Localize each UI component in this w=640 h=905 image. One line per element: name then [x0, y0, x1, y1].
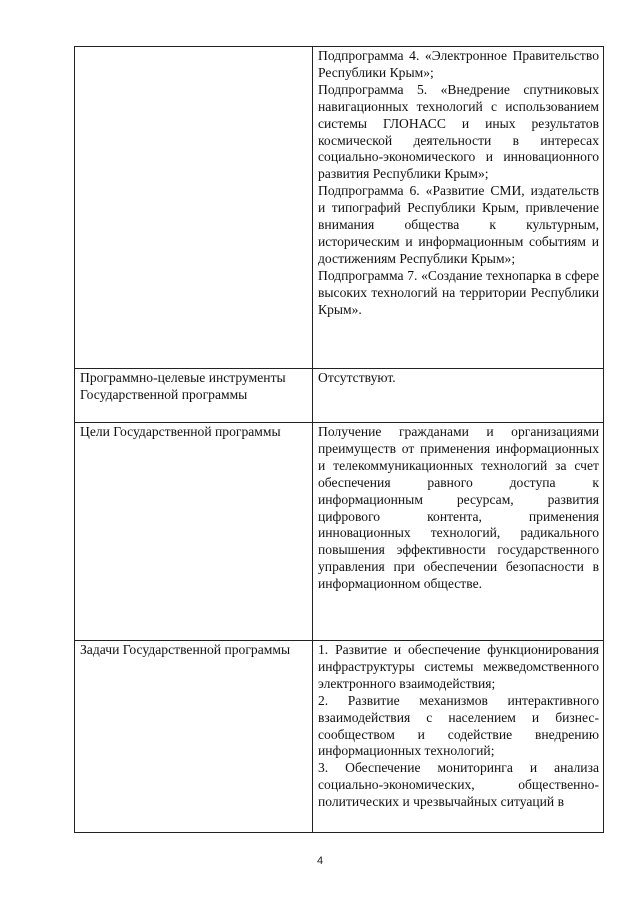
row-content [313, 423, 604, 641]
task-1-text: 1. Развитие и обеспечение функционирования инфраструктуры системы межведомственного электронного взаимодействия; [318, 642, 599, 691]
row-content [313, 641, 604, 833]
row-label: Задачи Государственной программы [75, 641, 313, 833]
table-row [75, 47, 604, 369]
task-2-text: 2. Развитие механизмов интерактивного взаимодействия с населением и бизнес-сообществом и содействие внедрению информационных технологий; [318, 692, 599, 759]
row-label: Программно-целевые инструменты Государственной программы [75, 369, 313, 423]
row-label [75, 47, 313, 369]
subprogram-4-text: Подпрограмма 4. «Электронное Правительство Республики Крым»; [318, 48, 599, 80]
task-3-text: 3. Обеспечение мониторинга и анализа социально-экономических, общественно-политических и чрезвычайных ситуаций в [318, 760, 599, 810]
row-content [313, 369, 604, 423]
table-row [75, 423, 604, 641]
row-label: Цели Государственной программы [75, 423, 313, 641]
subprogram-7-text: Подпрограмма 7. «Создание технопарка в сфере высоких технологий на территории Республики Крым». [318, 267, 599, 317]
page-number: 4 [316, 855, 324, 867]
row-content [313, 47, 604, 369]
subprogram-6-text: Подпрограмма 6. «Развитие СМИ, издательств и типографий Республики Крым, привлечение внимания общества к культурным, историческим и информационным событиям и достижениям Республики Крым»; [318, 183, 599, 266]
table-row [75, 641, 604, 833]
subprogram-5-text: Подпрограмма 5. «Внедрение спутниковых навигационных технологий с использованием системы ГЛОНАСС и иных результатов космической деятельности в интересах социально-экономического и инновационного развития Республики Крым»; [318, 81, 599, 182]
program-passport-table [74, 46, 604, 833]
table-row [75, 369, 604, 423]
instruments-text: Отсутствуют. [318, 370, 396, 385]
goals-text: Получение гражданами и организациями преимуществ от применения информационных и телекоммуникационных технологий за счет обеспечения равного доступа к информационным ресурсам, развития цифрового контента, применения инновационных технологий, радикального повышения эффективности государственного управления при обеспечении безопасности в информационном обществе. [318, 424, 599, 592]
